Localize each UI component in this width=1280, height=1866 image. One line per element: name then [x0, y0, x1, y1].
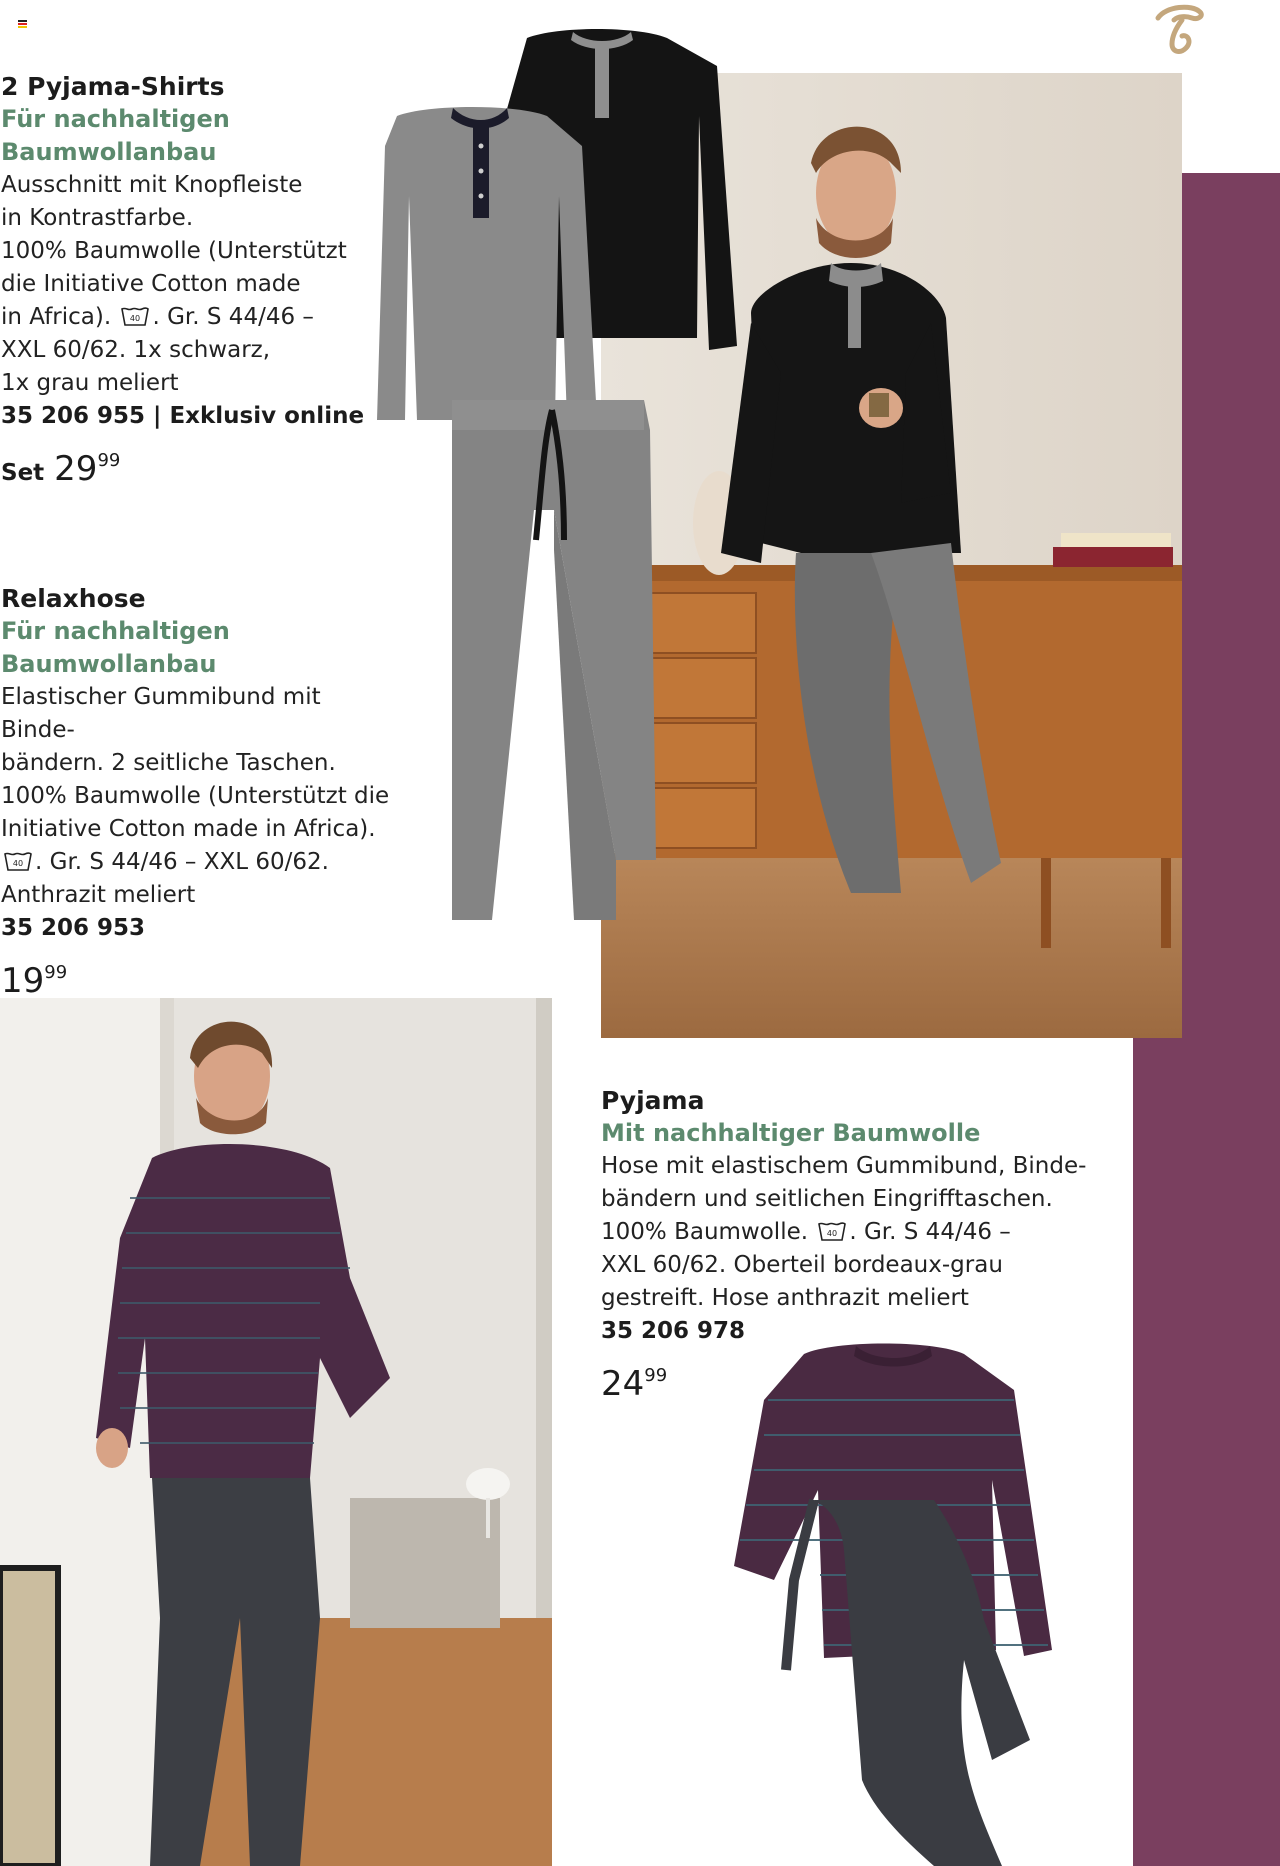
product-shirts-image — [377, 26, 737, 420]
price — [1, 441, 371, 495]
svg-text:40: 40 — [827, 1229, 838, 1238]
price — [601, 1356, 1101, 1410]
wash-40-icon — [3, 850, 33, 872]
desc-line: XXL 60/62. 1x schwarz, — [1, 337, 271, 363]
desc-line: 1x grau meliert — [1, 370, 179, 396]
eco-label: Baumwollanbau — [1, 650, 217, 678]
price-prefix: Set — [1, 460, 45, 486]
svg-text:40: 40 — [130, 314, 141, 323]
photo-man-striped-pyjama — [0, 998, 552, 1866]
desc-fragment: 100% Baumwolle. — [601, 1219, 809, 1245]
desc-fragment: . Gr. S 44/46 – XXL 60/62. — [35, 849, 329, 875]
price — [1, 953, 401, 1007]
tchibo-logo — [1148, 2, 1208, 58]
desc-line-with-care — [601, 1216, 1101, 1249]
article-number: 35 206 953 — [1, 915, 146, 941]
desc-fragment: . Gr. S 44/46 – — [849, 1219, 1011, 1245]
article-number: 35 206 978 — [601, 1318, 746, 1344]
product-title: 2 Pyjama-Shirts — [1, 72, 225, 101]
product-block-relaxhose — [1, 582, 401, 1007]
eco-label: Mit nachhaltiger Baumwolle — [601, 1119, 981, 1147]
price-main: 19 — [1, 961, 45, 1001]
product-block-pyjama — [601, 1084, 1101, 1410]
desc-line: Hose mit elastischem Gummibund, Binde- — [601, 1153, 1087, 1179]
article-number: 35 206 955 | Exklusiv online — [1, 403, 365, 429]
wash-40-icon — [817, 1220, 847, 1242]
eco-label: Für nachhaltigen — [1, 617, 230, 645]
desc-line: Elastischer Gummibund mit Binde- — [1, 684, 321, 743]
product-pyjama-set-image — [734, 1340, 1054, 1866]
eco-label: Für nachhaltigen — [1, 105, 230, 133]
price-main: 29 — [54, 449, 98, 489]
desc-line: Anthrazit meliert — [1, 882, 196, 908]
product-title: Pyjama — [601, 1086, 705, 1115]
product-title: Relaxhose — [1, 584, 146, 613]
eco-label: Baumwollanbau — [1, 138, 217, 166]
desc-line: Ausschnitt mit Knopfleiste — [1, 172, 303, 198]
desc-line: Initiative Cotton made in Africa). — [1, 816, 376, 842]
price-cents: 99 — [44, 962, 68, 983]
product-pants-image — [444, 400, 656, 920]
price-cents: 99 — [97, 450, 121, 471]
product-block-pyjama-shirts — [1, 70, 371, 495]
wash-40-icon — [120, 305, 150, 327]
desc-fragment: in Africa). — [1, 304, 112, 330]
price-main: 24 — [601, 1364, 645, 1404]
svg-text:40: 40 — [12, 859, 24, 868]
desc-line: bändern. 2 seitliche Taschen. — [1, 750, 336, 776]
german-flag-icon — [18, 20, 27, 27]
desc-line-with-care — [1, 846, 401, 879]
desc-line: gestreift. Hose anthrazit meliert — [601, 1285, 969, 1311]
desc-line: bändern und seitlichen Eingrifftaschen. — [601, 1186, 1053, 1212]
price-cents: 99 — [644, 1365, 668, 1386]
desc-line-with-care — [1, 301, 371, 334]
desc-line: die Initiative Cotton made — [1, 271, 301, 297]
desc-line: 100% Baumwolle (Unterstützt — [1, 238, 347, 264]
desc-line: XXL 60/62. Oberteil bordeaux-grau — [601, 1252, 1003, 1278]
desc-line: in Kontrastfarbe. — [1, 205, 194, 231]
desc-line: 100% Baumwolle (Unterstützt die — [1, 783, 390, 809]
desc-fragment: . Gr. S 44/46 – — [152, 304, 314, 330]
